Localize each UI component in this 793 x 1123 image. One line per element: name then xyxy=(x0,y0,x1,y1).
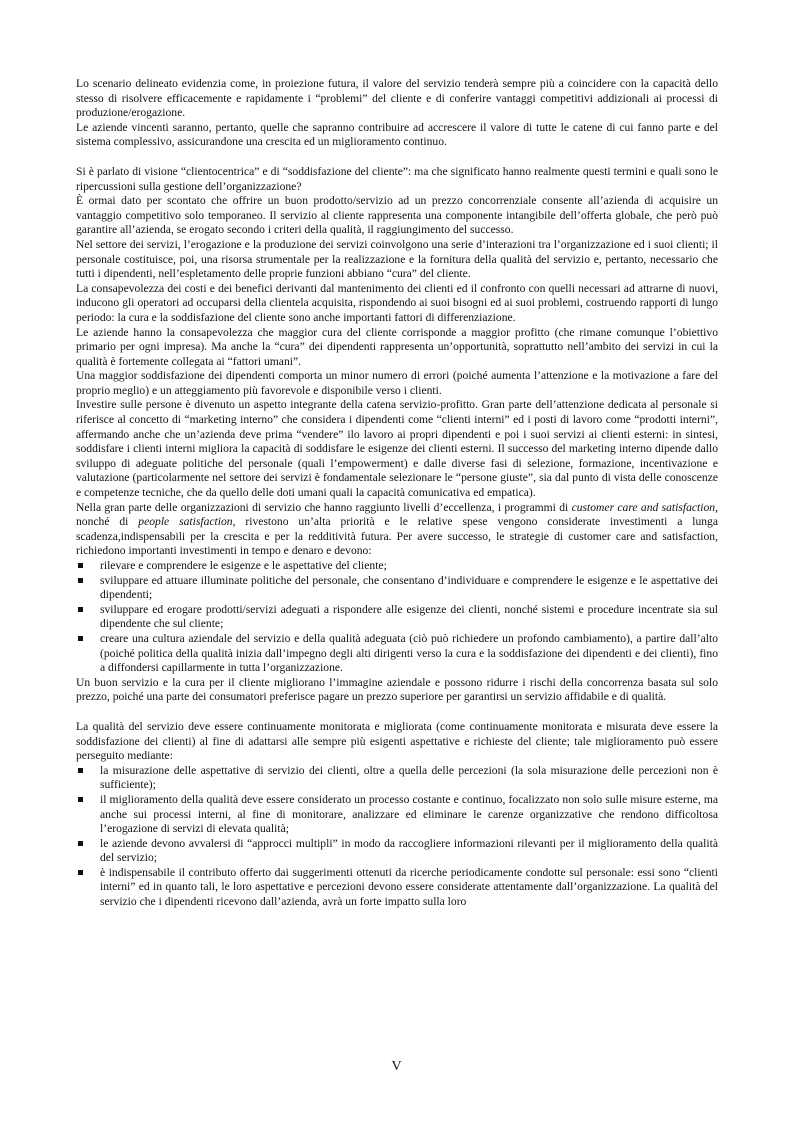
paragraph: Nel settore dei servizi, l’erogazione e la produzione dei servizi coinvolgono una serie d’interazioni tra l’organizzazione ed i suoi clienti; il personale costituisce, poi, una risorsa strumentale per la realizzazione e la fornitura della qualità del servizio e, pertanto, necessario che tutti i dipendenti, nell’espletamento delle proprie funzioni abbiano “cura” del cliente. xyxy=(76,237,718,281)
paragraph-gap xyxy=(76,150,718,165)
page-number: V xyxy=(391,1059,402,1074)
italic-term: people satisfaction xyxy=(138,515,233,529)
square-bullet-icon xyxy=(78,563,83,568)
list-item-text: è indispensabile il contributo offerto dai suggerimenti ottenuti da ricerche periodicamente condotte sul personale: essi sono “clienti interni” ed in quanto tali, le loro aspettative e percezioni devono essere considerate attentamente dall’organizzazione. La qualità del servizio che i dipendenti ricevono dall’azienda, avrà un forte impatto sulla loro xyxy=(100,865,718,909)
page-body xyxy=(76,77,718,910)
paragraph: Lo scenario delineato evidenzia come, in proiezione futura, il valore del servizio tenderà sempre più a coincidere con la capacità dello stesso di risolvere efficacemente e rapidamente i “problemi” del cliente e di conferire vantaggi competitivi addizionali ai processi di produzione/erogazione. xyxy=(76,77,718,120)
square-bullet-icon xyxy=(78,870,83,875)
list-item xyxy=(76,574,718,603)
list-item xyxy=(76,764,718,793)
paragraph: La qualità del servizio deve essere continuamente monitorata e migliorata (come continuamente monitorata e misurata deve essere la soddisfazione dei clienti) al fine di adattarsi alle sempre più esigenti aspettative e richieste del cliente; tale miglioramento può essere perseguito mediante: xyxy=(76,719,718,763)
square-bullet-icon xyxy=(78,578,83,583)
text-run: , nonché di xyxy=(76,500,718,529)
list-item xyxy=(76,866,718,910)
paragraph: La consapevolezza dei costi e dei benefici derivanti dal mantenimento dei clienti ed il confronto con quelli necessari ad attrarne di nuovi, inducono gli operatori ad occuparsi della clientela acquisita, rispondendo ai suoi bisogni ed ai suoi problemi, costruendo rapporti di lungo periodo: la cura e la soddisfazione del cliente sono anche importanti fattori di differenziazione. xyxy=(76,281,718,324)
paragraph: Un buon servizio e la cura per il cliente migliorano l’immagine aziendale e possono ridurre i rischi della concorrenza basata sul solo prezzo, poiché una parte dei consumatori preferisce pagare un prezzo superiore per garantirsi un servizio affidabile e di qualità. xyxy=(76,675,718,704)
square-bullet-icon xyxy=(78,841,83,846)
list-item xyxy=(76,603,718,632)
list-item-text: la misurazione delle aspettative di servizio dei clienti, oltre a quella delle percezioni (la sola misurazione delle percezioni non è sufficiente); xyxy=(100,763,718,792)
italic-term: customer care and satisfaction xyxy=(571,500,716,514)
list-item-text: le aziende devono avvalersi di “approcci multipli” in modo da raccogliere informazioni rilevanti per il miglioramento della qualità del servizio; xyxy=(100,836,718,865)
paragraph: Investire sulle persone è divenuto un aspetto integrante della catena servizio-profitto. Gran parte dell’attenzione dedicata al personale si riferisce al concetto di “marketing interno” che considera i dipendenti come “clienti interni” ed i posti di lavoro come “prodotti interni”, affermando anche che un’azienda deve prima “vendere” ilo lavoro ai propri dipendenti e poi i suoi servizi ai clienti esterni: in sintesi, soddisfare i clienti interni migliora la capacità di soddisfare le esigenze dei clienti esterni. Il successo del marketing interno dipende dallo sviluppo di adeguate politiche del personale (quali l’empowerment) e dalle diverse fasi di selezione, formazione, incentivazione e valutazione (particolarmente nel settore dei servizi è fondamentale selezionare le “persone giuste”, sia dal punto di vista delle conoscenze e competenze tecniche, che da quello delle doti umani quali la capacità comunicativa ed empatica). xyxy=(76,398,718,500)
list-item xyxy=(76,559,718,574)
paragraph: Le aziende vincenti saranno, pertanto, quelle che sapranno contribuire ad accrescere il valore di tutte le catene di cui fanno parte e del sistema complessivo, assicurandone una crescita ed un miglioramento continuo. xyxy=(76,120,718,149)
paragraph: È ormai dato per scontato che offrire un buon prodotto/servizio ad un prezzo concorrenziale consente all’azienda di acquisire un vantaggio competitivo solo temporaneo. Il servizio al cliente rappresenta una componente intangibile dell’offerta globale, che però può garantire all’azienda, se erogato secondo i criteri della qualità, il raggiungimento del successo. xyxy=(76,194,718,237)
text-run: , rivestono un’alta priorità e le relative spese vengono considerate investimenti a lunga scadenza,indispensabili per la crescita e per la redditività futura. Per avere successo, le strategie di customer care and satisfaction, richiedono importanti investimenti in tempo e denaro e devono: xyxy=(76,515,718,558)
text-run: Nella gran parte delle organizzazioni di servizio che hanno raggiunto livelli d’eccellenza, i programmi di xyxy=(76,500,572,514)
list-item-text: rilevare e comprendere le esigenze e le aspettative del cliente; xyxy=(100,559,387,572)
list-item xyxy=(76,837,718,866)
list-item xyxy=(76,632,718,676)
paragraph: Si è parlato di visione “clientocentrica” e di “soddisfazione del cliente”: ma che significato hanno realmente questi termini e quali sono le ripercussioni sulla gestione dell’organizzazione? xyxy=(76,164,718,193)
square-bullet-icon xyxy=(78,607,83,612)
list-item-text: il miglioramento della qualità deve essere considerato un processo costante e continuo, focalizzato non solo sulle misure esterne, ma anche sui processi interni, al fine di monitorare, analizzare ed eliminare le carenze organizzative che rendono difficoltosa l’erogazione di servizi di elevata qualità; xyxy=(100,792,718,836)
paragraph: Una maggior soddisfazione dei dipendenti comporta un minor numero di errori (poiché aumenta l’attenzione e la motivazione a fare del proprio meglio) e un atteggiamento più favorevole e disponibile verso i clienti. xyxy=(76,369,718,397)
square-bullet-icon xyxy=(78,797,83,802)
list-item-text: creare una cultura aziendale del servizio e della qualità adeguata (ciò può richiedere un profondo cambiamento), a partire dall’alto (poiché politica della qualità inizia dall’impegno degli alti dirigenti verso la cura e la soddisfazione dei dipendenti e dei clienti), fino a diffondersi capillarmente in tutta l’organizzazione. xyxy=(100,631,718,675)
list-item-text: sviluppare ed attuare illuminate politiche del personale, che consentano d’individuare e comprendere le esigenze e le aspettative dei dipendenti; xyxy=(100,573,718,602)
paragraph-gap xyxy=(76,705,718,720)
paragraph-customer-care xyxy=(76,501,718,559)
list-item-text: sviluppare ed erogare prodotti/servizi adeguati a rispondere alle esigenze dei clienti, nonché sistemi e procedure incentrate sia sul dipendente che sul cliente; xyxy=(100,602,718,631)
bullet-list-quality xyxy=(76,764,718,910)
square-bullet-icon xyxy=(78,636,83,641)
bullet-list-strategies xyxy=(76,559,718,676)
paragraph: Le aziende hanno la consapevolezza che maggior cura del cliente corrisponde a maggior profitto (che rimane comunque l’obiettivo primario per ogni impresa). Ma anche la “cura” dei dipendenti rappresenta un’opportunità, soprattutto nell’ambito dei servizi in cui la qualità è fortemente collegata ai “fattori umani”. xyxy=(76,325,718,368)
square-bullet-icon xyxy=(78,768,83,773)
list-item xyxy=(76,793,718,837)
